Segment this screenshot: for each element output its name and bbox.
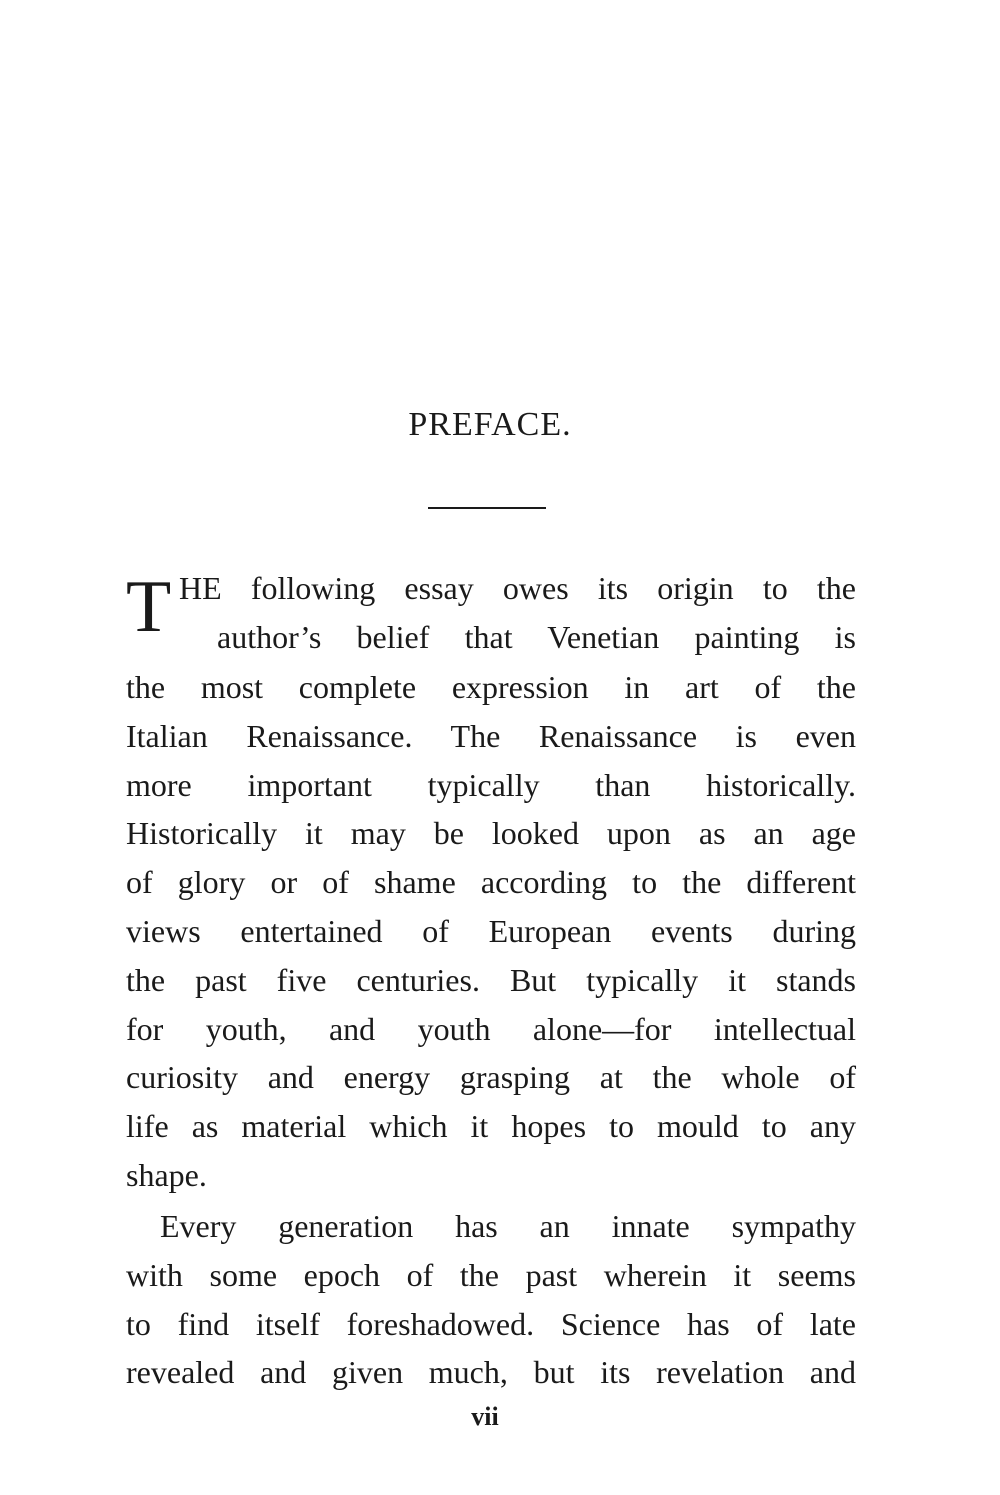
text-line: of glory or of shame according to the different [126,864,856,901]
text-line: Italian Renaissance. The Renaissance is even [126,717,856,754]
text-line: Historically it may be looked upon as an age [126,815,856,852]
text-line: Every generation has an innate sympathy [160,1208,856,1244]
page-heading: PREFACE. [408,406,572,443]
text-line: with some epoch of the past wherein it seems [126,1256,856,1293]
heading-rule [428,507,546,509]
first-line-text: HE following essay owes its origin to the [179,570,856,606]
text-line: views entertained of European events during [126,912,856,949]
text-line: to find itself foreshadowed. Science has of late [126,1305,856,1342]
text-line: for youth, and youth alone—for intellectual [126,1010,856,1047]
paragraph-1-second-line: author’s belief that Venetian painting is [217,619,856,655]
text-line: the past five centuries. But typically it stands [126,961,856,998]
drop-cap: T [126,566,172,648]
paragraph-2-body [126,1202,856,1397]
text-line: shape. [126,1156,207,1193]
paragraph-1-body [126,663,856,1200]
text-line: life as material which it hopes to mould to any [126,1108,856,1145]
text-line: the most complete expression in art of the [126,669,856,705]
text-line: revealed and given much, but its revelation and [126,1354,856,1391]
page-number: vii [471,1402,499,1431]
text-line: more important typically than historically. [126,766,856,803]
text-line: curiosity and energy grasping at the whole of [126,1059,856,1096]
